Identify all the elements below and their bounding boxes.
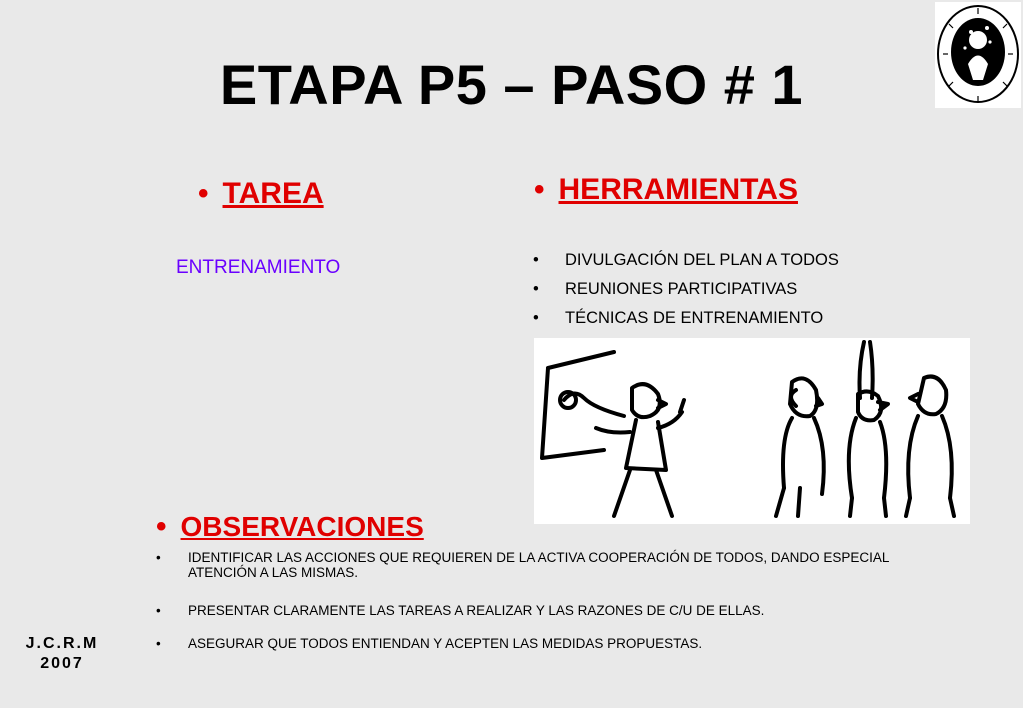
observaciones-heading — [156, 510, 424, 544]
list-item: • DIVULGACIÓN DEL PLAN A TODOS — [533, 251, 839, 280]
bullet-icon: • — [156, 510, 167, 543]
bullet-icon: • — [534, 173, 545, 206]
slide-title: ETAPA P5 – PASO # 1 — [219, 53, 804, 116]
herramientas-heading — [534, 173, 798, 207]
list-item: • TÉCNICAS DE ENTRENAMIENTO — [533, 309, 839, 338]
author-initials: J.C.R.M — [25, 635, 99, 652]
list-item: • REUNIONES PARTICIPATIVAS — [533, 280, 839, 309]
author-footer — [14, 634, 110, 674]
herramientas-list — [533, 251, 839, 338]
bullet-icon: • — [198, 177, 209, 210]
observaciones-heading-text: OBSERVACIONES — [180, 511, 424, 542]
list-item: • PRESENTAR CLARAMENTE LAS TAREAS A REALIZAR Y LAS RAZONES DE C/U DE ELLAS. — [156, 603, 956, 636]
tarea-item: ENTRENAMIENTO — [176, 257, 341, 278]
university-seal-icon — [935, 2, 1021, 108]
list-item: • IDENTIFICAR LAS ACCIONES QUE REQUIEREN DE LA ACTIVA COOPERACIÓN DE TODOS, DANDO ESPECIAL ATENCIÓN A LAS MISMAS. — [156, 550, 956, 603]
observaciones-list — [156, 550, 956, 651]
herramientas-heading-text: HERRAMIENTAS — [558, 173, 798, 206]
author-year: 2007 — [40, 655, 84, 672]
tarea-heading — [198, 177, 324, 211]
list-item: • ASEGURAR QUE TODOS ENTIENDAN Y ACEPTEN LAS MEDIDAS PROPUESTAS. — [156, 636, 956, 651]
tarea-heading-text: TAREA — [222, 177, 324, 210]
training-presentation-illustration — [534, 338, 970, 524]
